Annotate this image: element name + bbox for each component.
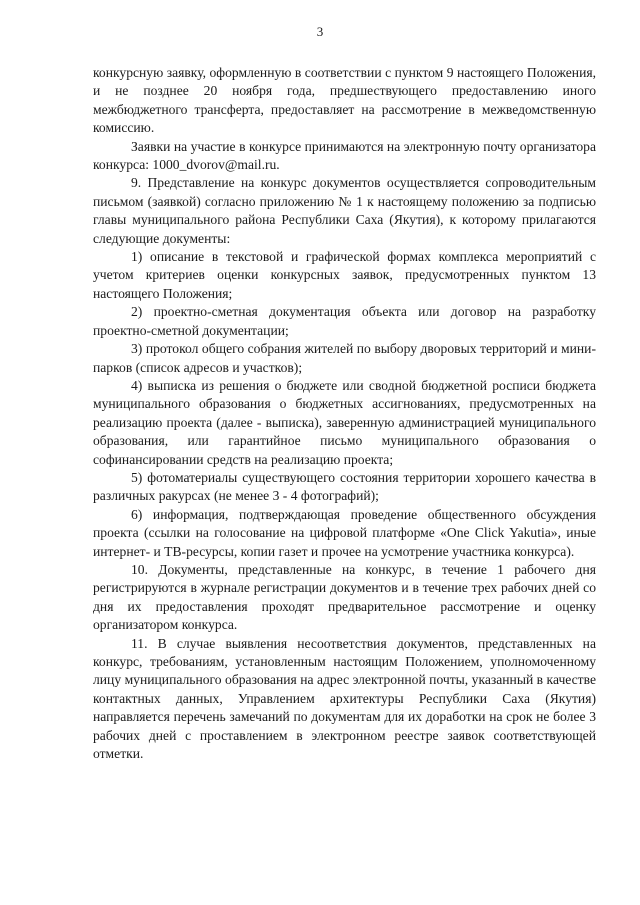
paragraph-10: 10. Документы, представленные на конкурс, в течение 1 рабочего дня регистрируются в журнале регистрации документов и в течение трех рабочих дней со дня их предоставления проходят предварительное рассмотрение и оценку организатором конкурса. (93, 561, 596, 633)
list-item-6: 6) информация, подтверждающая проведение общественного обсуждения проекта (ссылки на голосование на цифровой платформе «One Click Yakutia», иные интернет- и ТВ-ресурсы, копии газет и прочее на усмотрение участника конкурса). (93, 506, 596, 559)
document-body (93, 64, 596, 763)
page-number: 3 (316, 24, 324, 39)
paragraph-9: 9. Представление на конкурс документов осуществляется сопроводительным письмом (заявкой) согласно приложению № 1 к настоящему положению за подписью главы муниципального района Республики Саха (Якутия), к которому прилагаются следующие документы: (93, 175, 596, 246)
paragraph-continuation: конкурсную заявку, оформленную в соответствии с пунктом 9 настоящего Положения, и не позднее 20 ноября года, предшествующего предоставлению иного межбюджетного трансферта, предоставляет на рассмотрение в межведомственную комиссию. (93, 65, 596, 136)
list-item-4: 4) выписка из решения о бюджете или сводной бюджетной росписи бюджета муниципального образования о бюджетных ассигнованиях, предусмотренных на реализацию проекта (далее - выписка), заверенную администрацией муниципального образования, или гарантийное письмо муниципального образования о софинансировании средств на реализацию проекта; (93, 377, 596, 467)
paragraph-email-submission: Заявки на участие в конкурсе принимаются на электронную почту организатора конкурса: 1000_dvorov@mail.ru. (93, 138, 596, 173)
list-item-2: 2) проектно-сметная документация объекта или договор на разработку проектно-сметной документации; (93, 304, 596, 338)
list-item-3: 3) протокол общего собрания жителей по выбору дворовых территорий и мини-парков (список адресов и участков); (93, 341, 596, 375)
paragraph-11: 11. В случае выявления несоответствия документов, представленных на конкурс, требованиям, установленным настоящим Положением, уполномоченному лицу муниципального образования на адрес электронной почты, указанный в качестве контактных данных, Управлением архитектуры Республики Саха (Якутия) направляется перечень замечаний по документам для их доработки на срок не более 3 рабочих дней с проставлением в электронном реестре заявок соответствующей отметки. (93, 635, 596, 762)
list-item-5: 5) фотоматериалы существующего состояния территории хорошего качества в различных ракурсах (не менее 3 - 4 фотографий); (93, 469, 596, 504)
list-item-1: 1) описание в текстовой и графической формах комплекса мероприятий с учетом критериев оценки конкурсных заявок, предусмотренных пунктом 13 настоящего Положения; (93, 249, 596, 301)
